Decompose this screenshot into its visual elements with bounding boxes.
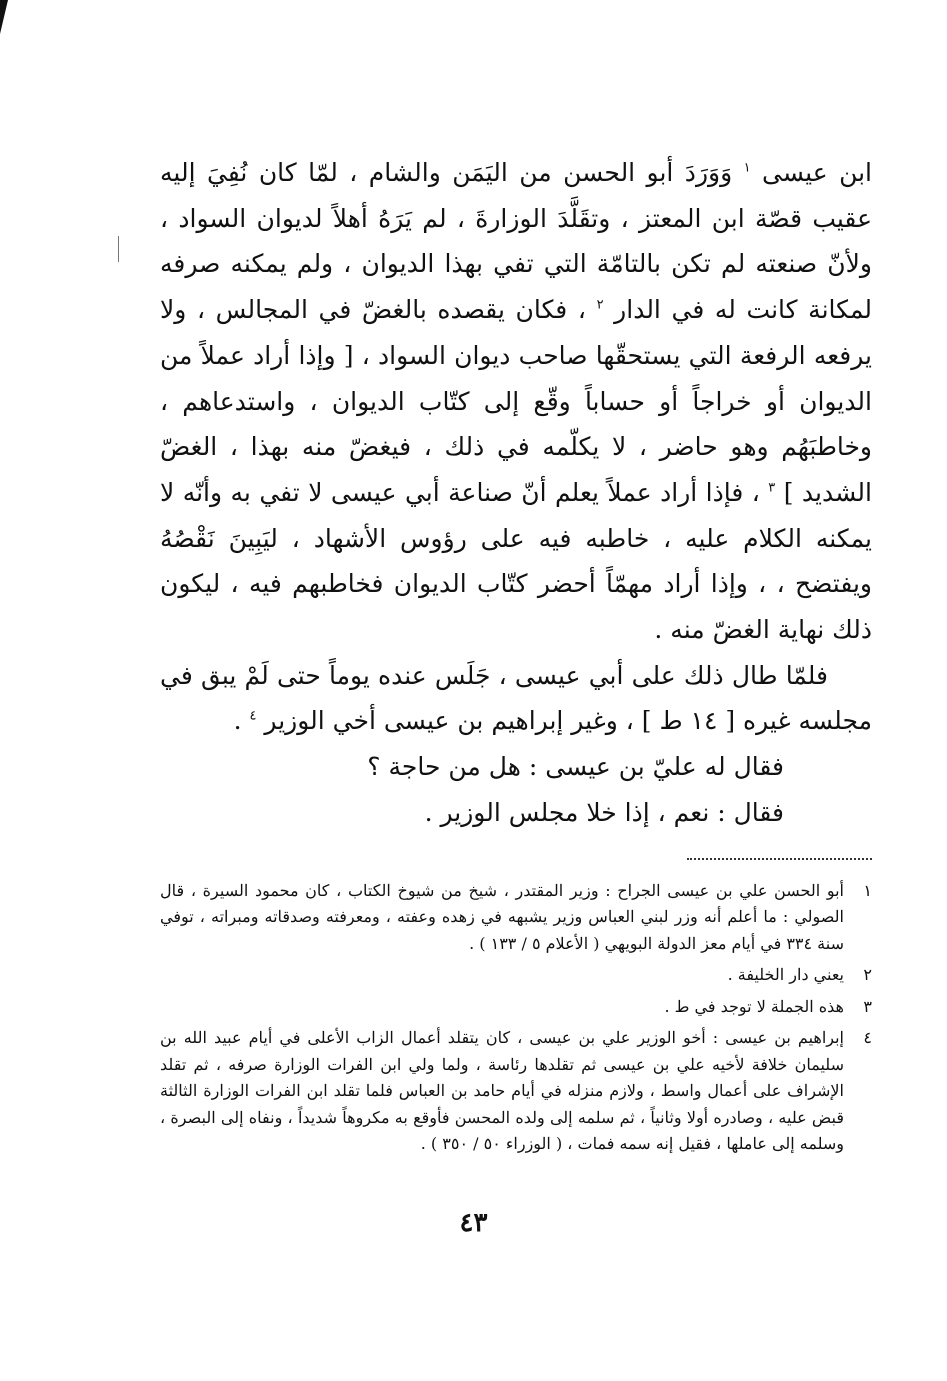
page-content [160, 150, 872, 1163]
footnote-3 [160, 994, 872, 1021]
margin-mark [118, 236, 119, 262]
body-paragraph-1 [160, 150, 872, 653]
footnote-2 [160, 962, 872, 989]
dialog-line-2: فقال : نعم ، إذا خلا مجلس الوزير . [424, 797, 784, 827]
footnote-number: ٤ [863, 1028, 872, 1048]
paragraph-1-end: ، فإذا أراد عملاً يعلم أنّ صناعة أبي عيسى لا تفي به وأنّه لا يمكنه الكلام عليه ، خاطبه فيه على رؤوس الأشهاد ، ليَبِينَ نَقْصُهُ ويفتضح ، ، وإذا أراد مهمّاً أحضر كتّاب الديوان فخاطبهم فيه ، ليكون ذلك نهاية الغضّ منه . [160, 477, 872, 645]
footnote-text: هذه الجملة لا توجد في ط . [664, 996, 844, 1016]
page-number: ٤٣ [459, 1208, 488, 1238]
footnotes [160, 878, 872, 1158]
footnote-number: ٢ [863, 965, 872, 985]
footnote-ref-3: ٣ [768, 480, 776, 496]
footnote-ref-2: ٢ [596, 297, 604, 313]
paragraph-1-start: ابن عيسى [762, 158, 872, 187]
corner-mark [0, 0, 8, 34]
footnote-text: يعني دار الخليفة . [727, 965, 844, 985]
footnote-text: إبراهيم بن عيسى : أخو الوزير علي بن عيسى ، كان يتقلد أعمال الزاب الأعلى في أيام عبيد الله بن سليمان خلافة لأخيه علي بن عيسى ثم تقلدها رئاسة ، ولما ولي ابن الفرات الوزارة صرفه ، ثم تقلد الإشراف على أعمال واسط ، ولازم منزله في أيام حامد بن العباس فلما تقلد ابن الفرات الوزارة الثالثة قبض عليه ، وصادره أولا وثانياً ، ثم سلمه إلى ولده المحسن فأوقع به مكروهاً شديداً ، ونفاه إلى البصرة ، وسلمه إلى عاملها ، فقيل إنه سمه فمات ، ( الوزراء ٥٠ / ٣٥٠ ) . [160, 1028, 845, 1154]
dialog-line-1: فقال له عليّ بن عيسى : هل من حاجة ؟ [367, 752, 784, 782]
footnote-number: ١ [863, 880, 872, 900]
footnote-4 [160, 1025, 872, 1158]
paragraph-2-text: فلمّا طال ذلك على أبي عيسى ، جَلَس عنده يوماً حتى لَمْ يبق في مجلسه غيره [ ١٤ ط ] ، وغير إبراهيم بن عيسى أخي الوزير [160, 660, 872, 736]
footnote-text: أبو الحسن علي بن عيسى الجراح : وزير المقتدر ، شيخ من شيوخ الكتاب ، كان محمود السيرة ، قال الصولي : ما أعلم أنه وزر لبني العباس وزير يشبهه في زهده وعفته ، ومعرفته وصدقاته ومبراته ، توفي سنة ٣٣٤ في أيام معز الدولة البويهي ( الأعلام ٥ / ١٣٣ ) . [160, 880, 845, 953]
paragraph-1-continuation: ، فكان يقصده بالغضّ في المجالس ، ولا يرفعه الرفعة التي يستحقّها صاحب ديوان السواد ، [ وإذا أراد عملاً من الديوان أو خراجاً أو حساباً وقّع إلى كتّاب الديوان ، واستدعاهم ، وخاطبَهُم وهو حاضر ، لا يكلّمه في ذلك ، فيغضّ منه بهذا ، الغضّ الشديد ] [160, 295, 872, 507]
footnote-separator [687, 858, 872, 860]
body-paragraph-2 [160, 653, 872, 744]
footnote-number: ٣ [863, 996, 872, 1016]
footnote-ref-4: ٤ [249, 709, 257, 725]
footnote-ref-1: ١ [743, 160, 751, 176]
footnote-1 [160, 878, 872, 958]
paragraph-1-middle: وَوَرَدَ أبو الحسن من اليَمَن والشام ، لمّا كان نُفِيَ إليه عقيب قصّة ابن المعتز ، وتقَلَّدَ الوزارةَ ، لم يَرَهُ أهلاً لديوان السواد ، ولأنّ صنعته لم تكن بالتامّة التي تفي بهذا الديوان ، ولم يمكنه صرفه لمكانة كانت له في الدار [160, 158, 873, 325]
paragraph-2-end: . [233, 706, 242, 736]
